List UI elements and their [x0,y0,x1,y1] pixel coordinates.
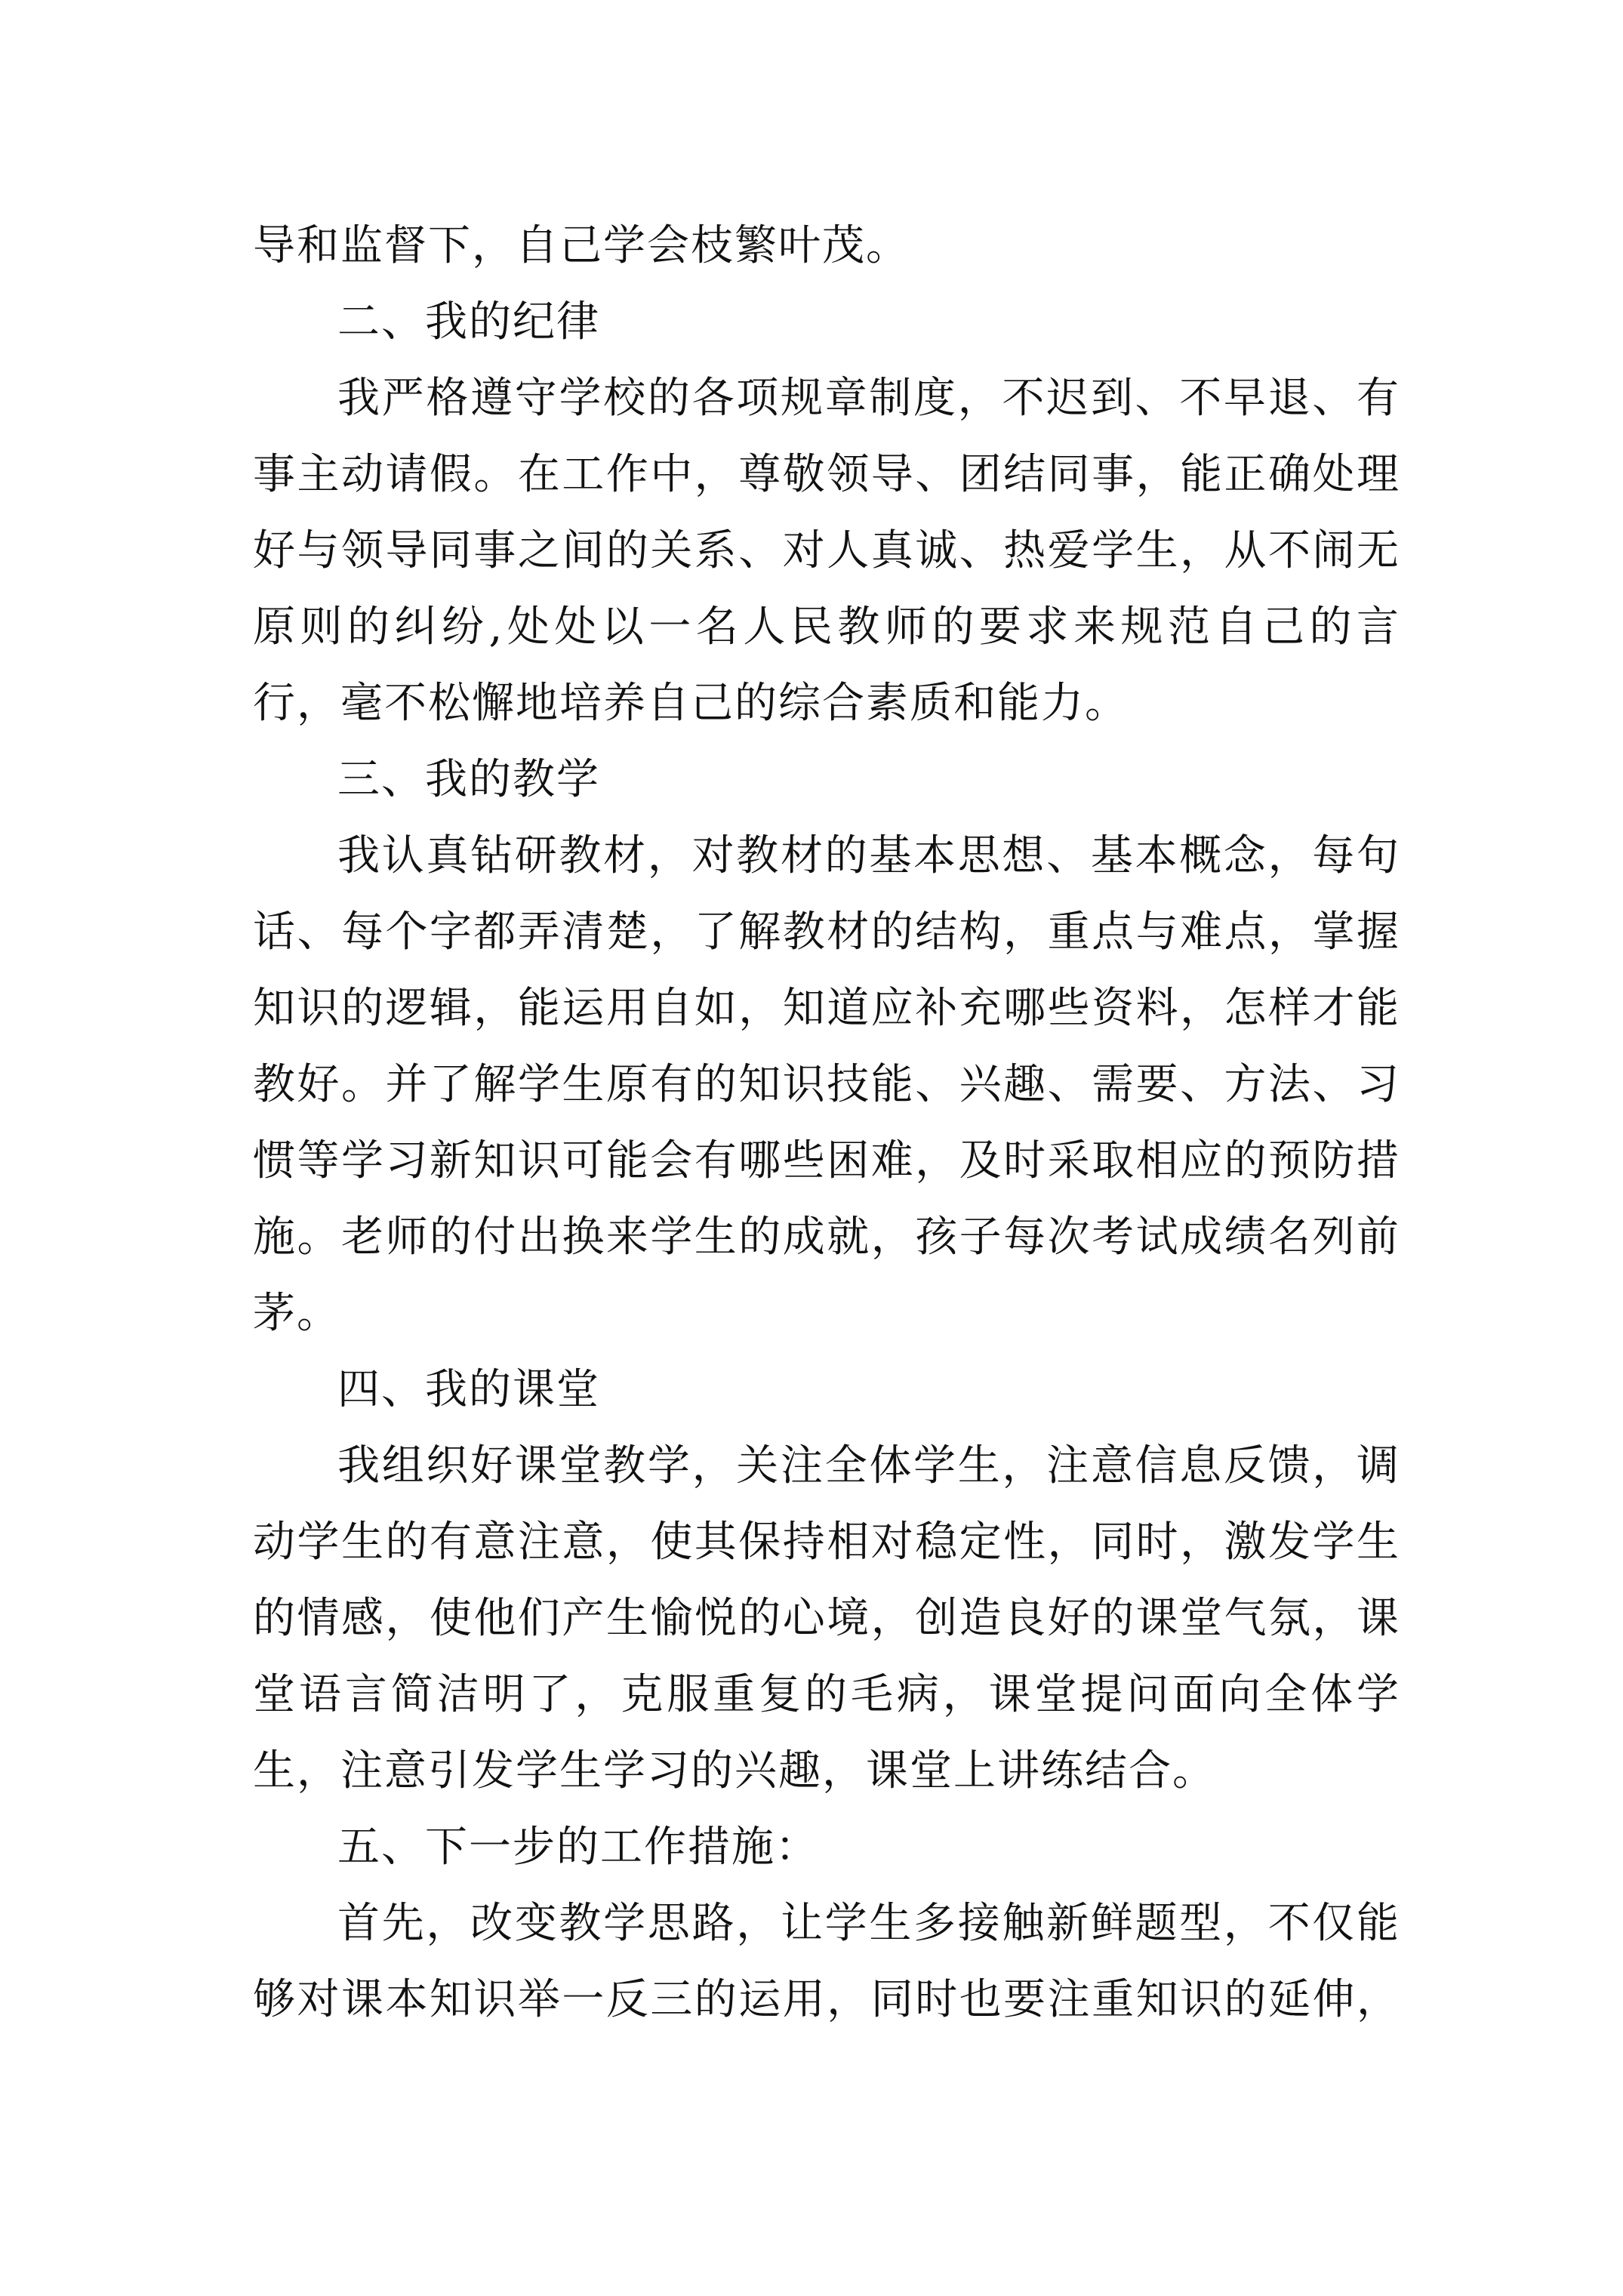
section-heading-next-steps: 五、下一步的工作措施： [337,1823,819,1872]
document-body [253,208,1400,2038]
paragraph-teaching: 我认真钻研教材，对教材的基本思想、基本概念，每句话、每个字都弄清楚，了解教材的结构，重点与难点，掌握知识的逻辑，能运用自如，知道应补充哪些资料，怎样才能教好。并了解学生原有的知识技能、兴趣、需要、方法、习惯等学习新知识可能会有哪些困难，及时采取相应的预防措施。老师的付出换来学生的成就，孩子每次考试成绩名列前茅。 [253,831,1400,1338]
paragraph-classroom: 我组织好课堂教学，关注全体学生，注意信息反馈，调动学生的有意注意，使其保持相对稳定性，同时，激发学生的情感，使他们产生愉悦的心境，创造良好的课堂气氛，课堂语言简洁明了，克服重复的毛病，课堂提问面向全体学生，注意引发学生学习的兴趣，课堂上讲练结合。 [253,1441,1400,1795]
paragraph-next-steps: 首先，改变教学思路，让学生多接触新鲜题型，不仅能够对课本知识举一反三的运用，同时也要注重知识的延伸， [253,1899,1400,2024]
section-heading-discipline: 二、我的纪律 [337,297,600,347]
paragraph-continuation: 导和监督下，自己学会枝繁叶茂。 [253,221,910,270]
section-heading-classroom: 四、我的课堂 [337,1365,600,1414]
paragraph-discipline: 我严格遵守学校的各项规章制度，不迟到、不早退、有事主动请假。在工作中，尊敬领导、团结同事，能正确处理好与领导同事之间的关系、对人真诚、热爱学生，从不闹无原则的纠纷,处处以一名人民教师的要求来规范自己的言行，毫不松懈地培养自己的综合素质和能力。 [253,374,1400,728]
section-heading-teaching: 三、我的教学 [337,755,600,804]
